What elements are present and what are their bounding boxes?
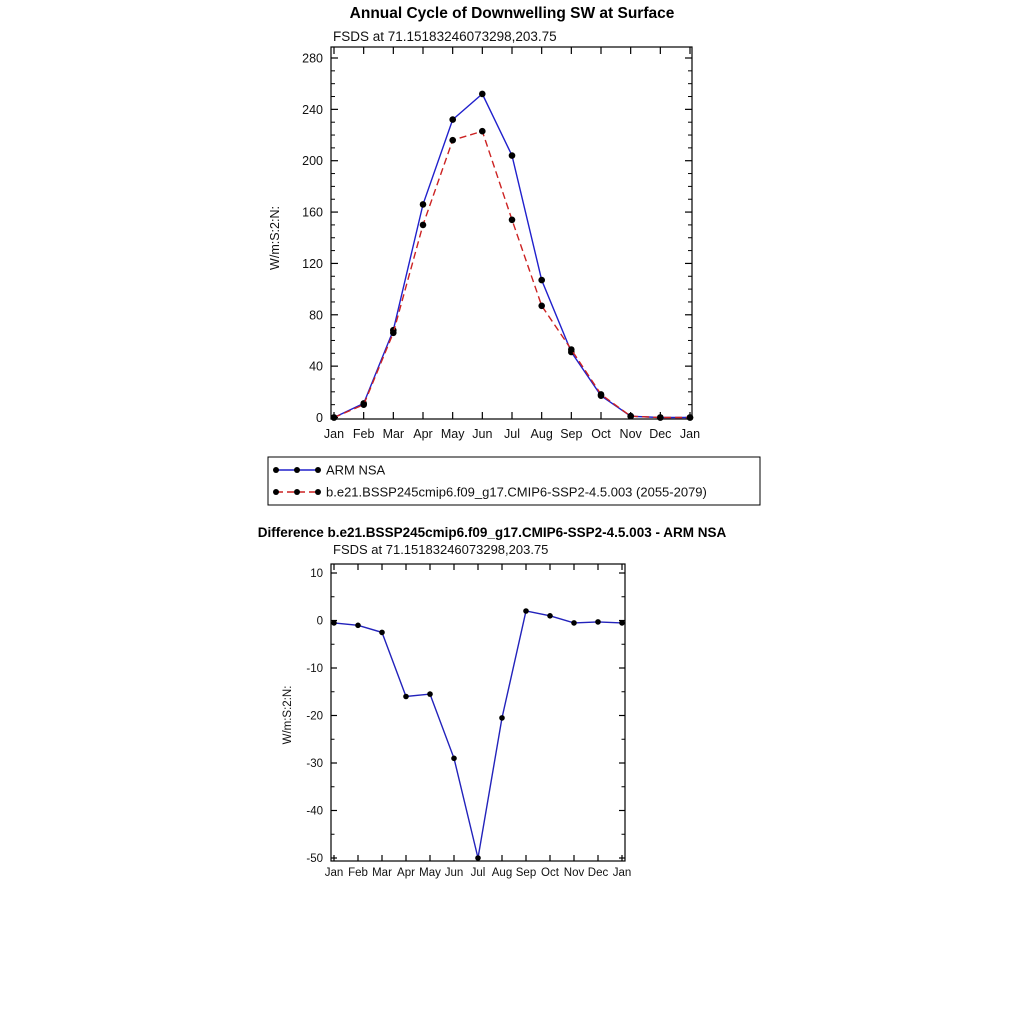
- y-tick-label: 200: [302, 154, 323, 169]
- x-tick-label: Aug: [491, 867, 513, 879]
- x-tick-label: Apr: [413, 427, 433, 441]
- series-line-1: [334, 131, 690, 417]
- legend-sample-marker: [273, 467, 279, 473]
- data-point-marker: [509, 152, 516, 159]
- x-tick-label: Oct: [591, 427, 611, 441]
- data-point-marker: [355, 623, 361, 629]
- annual-cycle-y-axis-label: W/m:S:2:N:: [268, 206, 282, 270]
- data-point-marker: [547, 613, 553, 619]
- difference-chart-title: Difference b.e21.BSSP245cmip6.f09_g17.CMIP6-SSP2-4.5.003 - ARM NSA: [257, 525, 727, 540]
- data-point-marker: [403, 694, 409, 700]
- data-point-marker: [449, 116, 456, 123]
- legend-sample-marker: [315, 467, 321, 473]
- data-point-marker: [627, 413, 634, 420]
- data-point-marker: [427, 691, 433, 697]
- series-line-0: [334, 94, 690, 418]
- x-tick-label: Mar: [372, 867, 392, 879]
- legend-label: ARM NSA: [326, 462, 386, 478]
- x-tick-label: Dec: [587, 867, 609, 879]
- x-tick-label: May: [419, 867, 441, 879]
- annual-cycle-chart-title: Annual Cycle of Downwelling SW at Surface: [349, 5, 675, 22]
- data-point-marker: [571, 620, 577, 626]
- x-tick-label: Jan: [323, 427, 345, 441]
- legend-sample-marker: [294, 467, 300, 473]
- x-tick-label: May: [440, 427, 465, 441]
- legend-sample-marker: [273, 489, 279, 495]
- annual-cycle-chart-subtitle: FSDS at 71.15183246073298,203.75: [333, 29, 557, 44]
- y-tick-label: -40: [306, 805, 323, 818]
- y-tick-label: 10: [310, 568, 323, 581]
- data-point-marker: [657, 414, 664, 421]
- difference-series: [331, 608, 625, 861]
- x-tick-label: Dec: [649, 427, 672, 441]
- data-point-marker: [360, 401, 367, 408]
- x-tick-label: Jan: [324, 867, 344, 879]
- x-tick-label: Jul: [504, 427, 520, 441]
- data-point-marker: [538, 303, 545, 310]
- x-tick-label: Jul: [470, 867, 486, 879]
- data-point-marker: [390, 330, 397, 337]
- data-point-marker: [598, 391, 605, 398]
- x-tick-label: Jan: [679, 427, 701, 441]
- data-point-marker: [509, 217, 516, 224]
- x-tick-label: Mar: [382, 427, 405, 441]
- data-point-marker: [331, 620, 337, 626]
- data-point-marker: [568, 346, 575, 353]
- x-tick-label: Sep: [515, 867, 537, 879]
- data-point-marker: [420, 201, 427, 208]
- y-tick-label: 240: [302, 102, 323, 117]
- y-tick-label: 120: [302, 256, 323, 271]
- x-tick-label: Aug: [530, 427, 553, 441]
- y-tick-label: 160: [302, 205, 323, 220]
- data-point-marker: [538, 277, 545, 284]
- difference-chart-subtitle: FSDS at 71.15183246073298,203.75: [333, 542, 549, 557]
- difference-axes: [306, 564, 631, 879]
- series-line-0: [334, 611, 622, 858]
- y-tick-label: 0: [316, 615, 323, 628]
- y-tick-label: -10: [306, 663, 323, 676]
- legend-sample-marker: [294, 489, 300, 495]
- data-point-marker: [479, 91, 486, 98]
- x-tick-label: Nov: [563, 867, 585, 879]
- x-tick-label: Feb: [352, 427, 375, 441]
- data-point-marker: [619, 620, 625, 626]
- plot-frame: [331, 564, 625, 861]
- legend: [268, 457, 760, 505]
- data-point-marker: [420, 222, 427, 229]
- data-point-marker: [595, 619, 601, 625]
- data-point-marker: [449, 137, 456, 144]
- y-tick-label: 280: [302, 51, 323, 66]
- y-tick-label: -50: [306, 853, 323, 866]
- y-tick-label: 40: [309, 359, 323, 374]
- x-tick-label: Feb: [348, 867, 368, 879]
- data-point-marker: [475, 855, 481, 861]
- legend-label: b.e21.BSSP245cmip6.f09_g17.CMIP6-SSP2-4.5.003 (2055-2079): [326, 484, 707, 500]
- x-tick-label: Nov: [619, 427, 642, 441]
- y-tick-label: 0: [316, 411, 323, 425]
- annual-cycle-axes: [302, 47, 700, 441]
- data-point-marker: [687, 414, 694, 421]
- x-tick-label: Jun: [444, 867, 464, 879]
- data-point-marker: [523, 608, 529, 614]
- data-point-marker: [331, 414, 338, 421]
- y-tick-label: 80: [309, 308, 323, 323]
- data-point-marker: [379, 630, 385, 636]
- y-tick-label: -30: [306, 758, 323, 771]
- data-point-marker: [499, 715, 505, 721]
- x-tick-label: Sep: [560, 427, 583, 441]
- data-point-marker: [451, 756, 457, 762]
- x-tick-label: Jan: [612, 867, 632, 879]
- annual-cycle-series: [331, 91, 694, 421]
- legend-sample-marker: [315, 489, 321, 495]
- y-tick-label: -20: [306, 710, 323, 723]
- data-point-marker: [479, 128, 486, 135]
- x-tick-label: Apr: [397, 867, 415, 879]
- plot-frame: [331, 47, 692, 419]
- x-tick-label: Jun: [472, 427, 493, 441]
- x-tick-label: Oct: [541, 867, 559, 879]
- difference-y-axis-label: W/m:S:2:N:: [282, 685, 294, 745]
